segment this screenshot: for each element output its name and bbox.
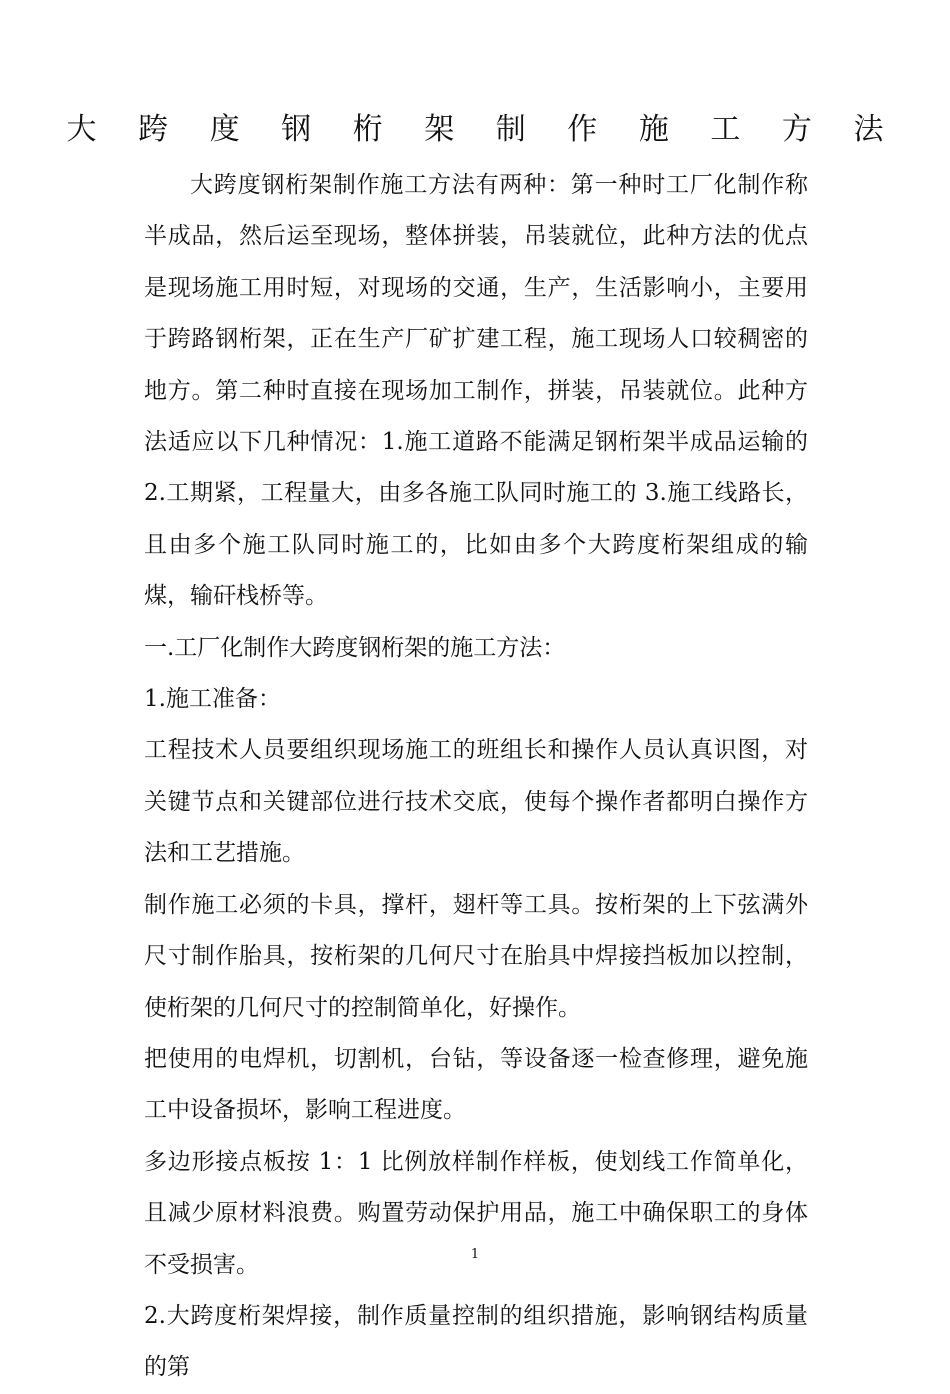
document-title: 大 跨 度 钢 桁 架 制 作 施 工 方 法 [66, 112, 900, 147]
subsection-heading-1: 1.施工准备： [144, 686, 281, 713]
paragraph-tools-preparation: 制作施工必须的卡具，撑杆，翅杆等工具。按桁架的上下弦满外尺寸制作胎具，按桁架的几何尺寸在胎具中焊接挡板加以控制，使桁架的几何尺寸的控制简单化，好操作。 [144, 891, 808, 1021]
page-number: 1 [470, 1247, 480, 1262]
paragraph-equipment-check: 把使用的电焊机，切割机，台钻，等设备逐一检查修理，避免施工中设备损坏，影响工程进度。 [144, 1045, 808, 1124]
subsection-heading-2: 2.大跨度桁架焊接，制作质量控制的组织措施，影响钢结构质量的第 [144, 1302, 808, 1381]
intro-paragraph: 大跨度钢桁架制作施工方法有两种：第一种时工厂化制作称半成品，然后运至现场，整体拼装，吊装就位，此种方法的优点是现场施工用时短，对现场的交通，生产，生活影响小，主要用于跨路钢桁架，正在生产厂矿扩建工程，施工现场人口较稠密的地方。第二种时直接在现场加工制作，拼装，吊装就位。此种方法适应以下几种情况：1.施工道路不能满足钢桁架半成品运输的 2.工期紧，工程量大，由多各施工队同时施工的 3.施工线路长，且由多个施工队同时施工的，比如由多个大跨度桁架组成的输煤，输矸栈桥等。 [144, 172, 808, 610]
document-body [144, 160, 808, 1394]
paragraph-technical-briefing: 工程技术人员要组织现场施工的班组长和操作人员认真识图，对关键节点和关键部位进行技术交底，使每个操作者都明白操作方法和工艺措施。 [144, 737, 808, 867]
paragraph-template-making: 多边形接点板按 1：1 比例放样制作样板，使划线工作简单化，且减少原材料浪费。购置劳动保护用品，施工中确保职工的身体不受损害。 [144, 1148, 808, 1278]
section-heading-1: 一.工厂化制作大跨度钢桁架的施工方法： [144, 634, 566, 661]
